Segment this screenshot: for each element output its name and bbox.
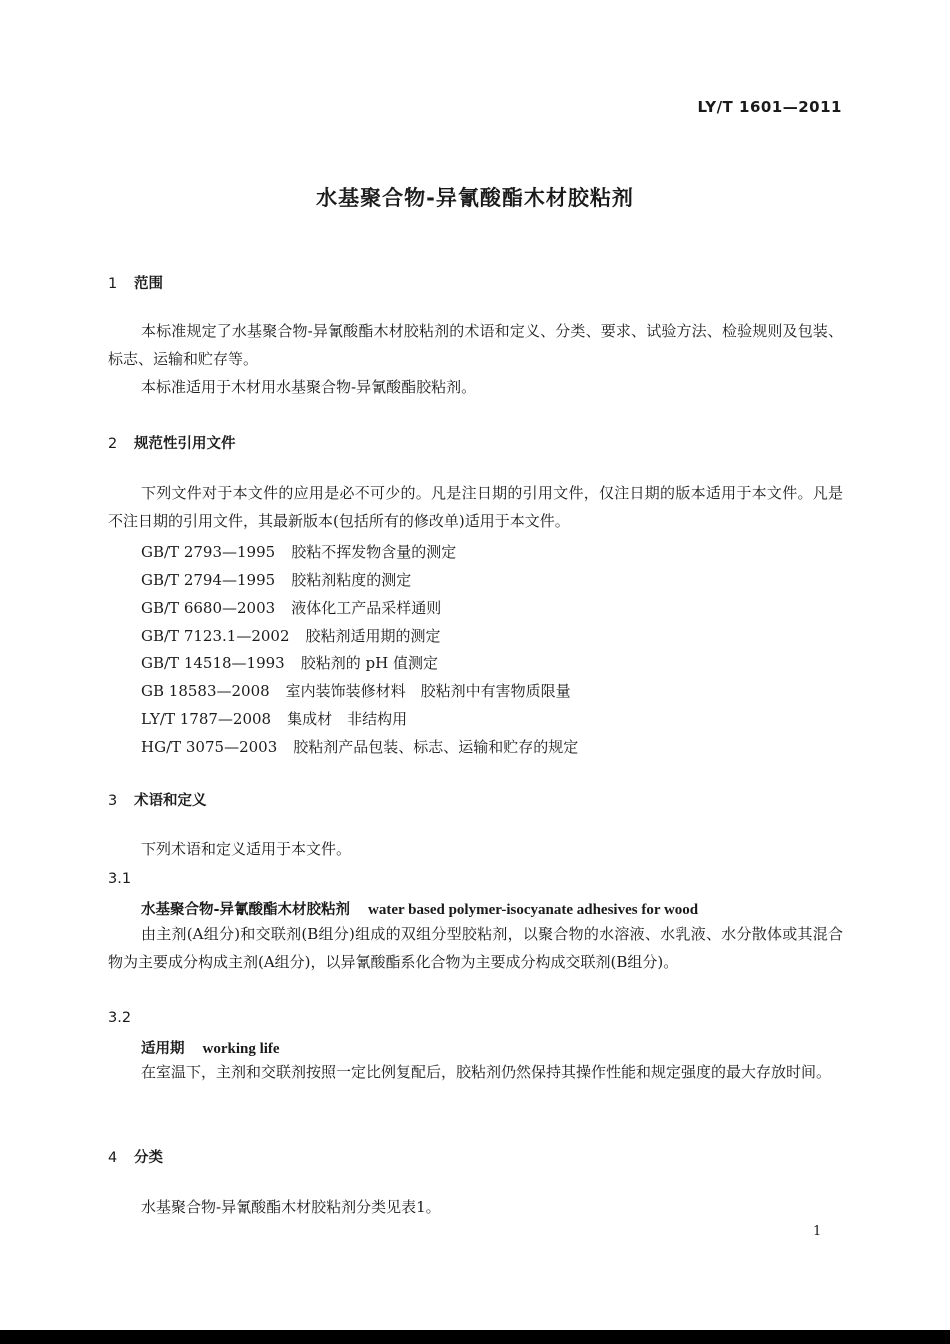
term-number: 3.2 <box>108 1010 132 1026</box>
section-1-paragraph-1: 本标准规定了水基聚合物-异氰酸酯木材胶粘剂的术语和定义、分类、要求、试验方法、检验规则及包装、标志、运输和贮存等。 <box>108 322 843 368</box>
reference-item: GB/T 2793—1995 胶粘不挥发物含量的测定 <box>141 543 457 561</box>
term-definition: 在室温下，主剂和交联剂按照一定比例复配后，胶粘剂仍然保持其操作性能和规定强度的最大存放时间。 <box>141 1063 832 1081</box>
term-heading <box>141 1037 280 1058</box>
section-number: 2 <box>108 436 118 452</box>
term-number: 3.1 <box>108 871 132 887</box>
reference-item: GB 18583—2008 室内装饰装修材料 胶粘剂中有害物质限量 <box>141 682 571 700</box>
section-3-paragraph-1: 下列术语和定义适用于本文件。 <box>141 840 352 858</box>
section-2-paragraph-1: 下列文件对于本文件的应用是必不可少的。凡是注日期的引用文件，仅注日期的版本适用于本文件。凡是不注日期的引用文件，其最新版本(包括所有的修改单)适用于本文件。 <box>108 484 843 530</box>
term-zh: 适用期 <box>141 1041 185 1057</box>
section-number: 4 <box>108 1150 118 1166</box>
section-title: 分类 <box>134 1150 163 1166</box>
section-title: 范围 <box>134 276 163 292</box>
reference-item: GB/T 6680—2003 液体化工产品采样通则 <box>141 599 442 617</box>
section-title: 规范性引用文件 <box>134 436 236 452</box>
reference-item: GB/T 14518—1993 胶粘剂的 pH 值测定 <box>141 654 438 672</box>
term-en: water based polymer-isocyanate adhesives for wood <box>368 902 699 918</box>
reference-item: LY/T 1787—2008 集成材 非结构用 <box>141 710 408 728</box>
term-zh: 水基聚合物-异氰酸酯木材胶粘剂 <box>141 902 351 918</box>
section-4-paragraph-1: 水基聚合物-异氰酸酯木材胶粘剂分类见表1。 <box>141 1198 441 1216</box>
section-number: 3 <box>108 793 118 809</box>
term-heading <box>141 898 698 919</box>
term-en: working life <box>202 1041 280 1057</box>
section-number: 1 <box>108 276 118 292</box>
section-1-heading <box>108 272 163 293</box>
section-3-heading <box>108 789 207 810</box>
section-title: 术语和定义 <box>134 793 207 809</box>
section-1-paragraph-2: 本标准适用于木材用水基聚合物-异氰酸酯胶粘剂。 <box>141 378 477 396</box>
bottom-border <box>0 1330 950 1344</box>
reference-item: HG/T 3075—2003 胶粘剂产品包装、标志、运输和贮存的规定 <box>141 738 579 756</box>
reference-item: GB/T 2794—1995 胶粘剂粘度的测定 <box>141 571 412 589</box>
reference-item: GB/T 7123.1—2002 胶粘剂适用期的测定 <box>141 627 441 645</box>
term-definition: 由主剂(A组分)和交联剂(B组分)组成的双组分型胶粘剂，以聚合物的水溶液、水乳液、水分散体或其混合物为主要成分构成主剂(A组分)，以异氰酸酯系化合物为主要成分构成交联剂(B组分)。 <box>108 925 843 971</box>
section-4-heading <box>108 1146 163 1167</box>
document-title: 水基聚合物-异氰酸酯木材胶粘剂 <box>316 186 634 210</box>
section-2-heading <box>108 432 236 453</box>
standard-code: LY/T 1601—2011 <box>697 98 842 116</box>
page-number: 1 <box>813 1224 822 1239</box>
